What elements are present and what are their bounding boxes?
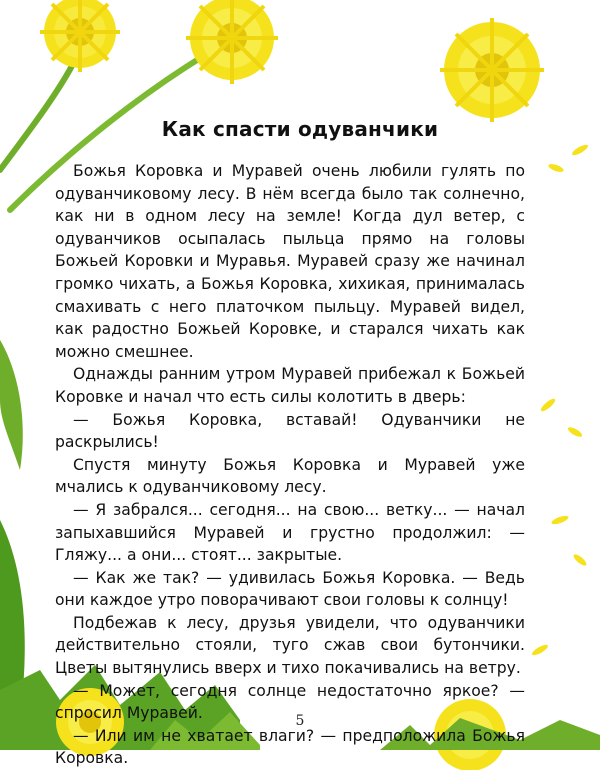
dandelion-flower bbox=[40, 0, 120, 72]
dandelion-stem bbox=[0, 60, 75, 170]
paragraph: — Я забрался... сегодня... на свою... ветку... — начал запыхавшийся Муравей и грустно продолжил: — Гляжу... а они... стоят... закрытые. bbox=[55, 500, 525, 565]
paragraph: — Божья Коровка, вставай! Одуванчики не раскрылись! bbox=[55, 410, 525, 452]
story-title: Как спасти одуванчики bbox=[161, 117, 439, 141]
dandelion-flower bbox=[440, 18, 544, 122]
paragraph: — Может, сегодня солнце недостаточно яркое? — спросил Муравей. bbox=[55, 681, 525, 723]
dandelion-leaf bbox=[0, 340, 23, 470]
paragraph: Спустя минуту Божья Коровка и Муравей уже мчались к одуванчиковому лесу. bbox=[55, 455, 525, 497]
dandelion-flower bbox=[186, 0, 278, 84]
paragraph: Однажды ранним утром Муравей прибежал к Божьей Коровке и начал что есть силы колотить в дверь: bbox=[55, 365, 525, 406]
page-number: 5 bbox=[295, 713, 305, 729]
story-text bbox=[55, 160, 525, 770]
paragraph: — Или им не хватает влаги? — предположила Божья Коровка. bbox=[55, 726, 525, 768]
paragraph: Подбежав к лесу, друзья увидели, что одуванчики действительно стояли, туго сжав свои бутончики. Цветы вытянулись вверх и тихо покачивались на ветру. bbox=[55, 613, 525, 678]
paragraph: Божья Коровка и Муравей очень любили гулять по одуванчиковому лесу. В нём всегда было так солнечно, как ни в одном лесу на земле! Когда дул ветер, с одуванчиков осыпалась пыльца прямо на головы Божьей Коровки и Муравья. Муравей сразу же начинал громко чихать, а Божья Коровка, хихикая, принималась смахивать с него платочком пыльцу. Муравей видел, как радостно Божьей Коровке, и старался чихать как можно смешнее. bbox=[55, 162, 525, 361]
falling-petals bbox=[531, 143, 590, 657]
paragraph: — Как же так? — удивилась Божья Коровка. — Ведь они каждое утро поворачивают свои головы к солнцу! bbox=[55, 568, 525, 610]
dandelion-leaf bbox=[0, 520, 25, 700]
